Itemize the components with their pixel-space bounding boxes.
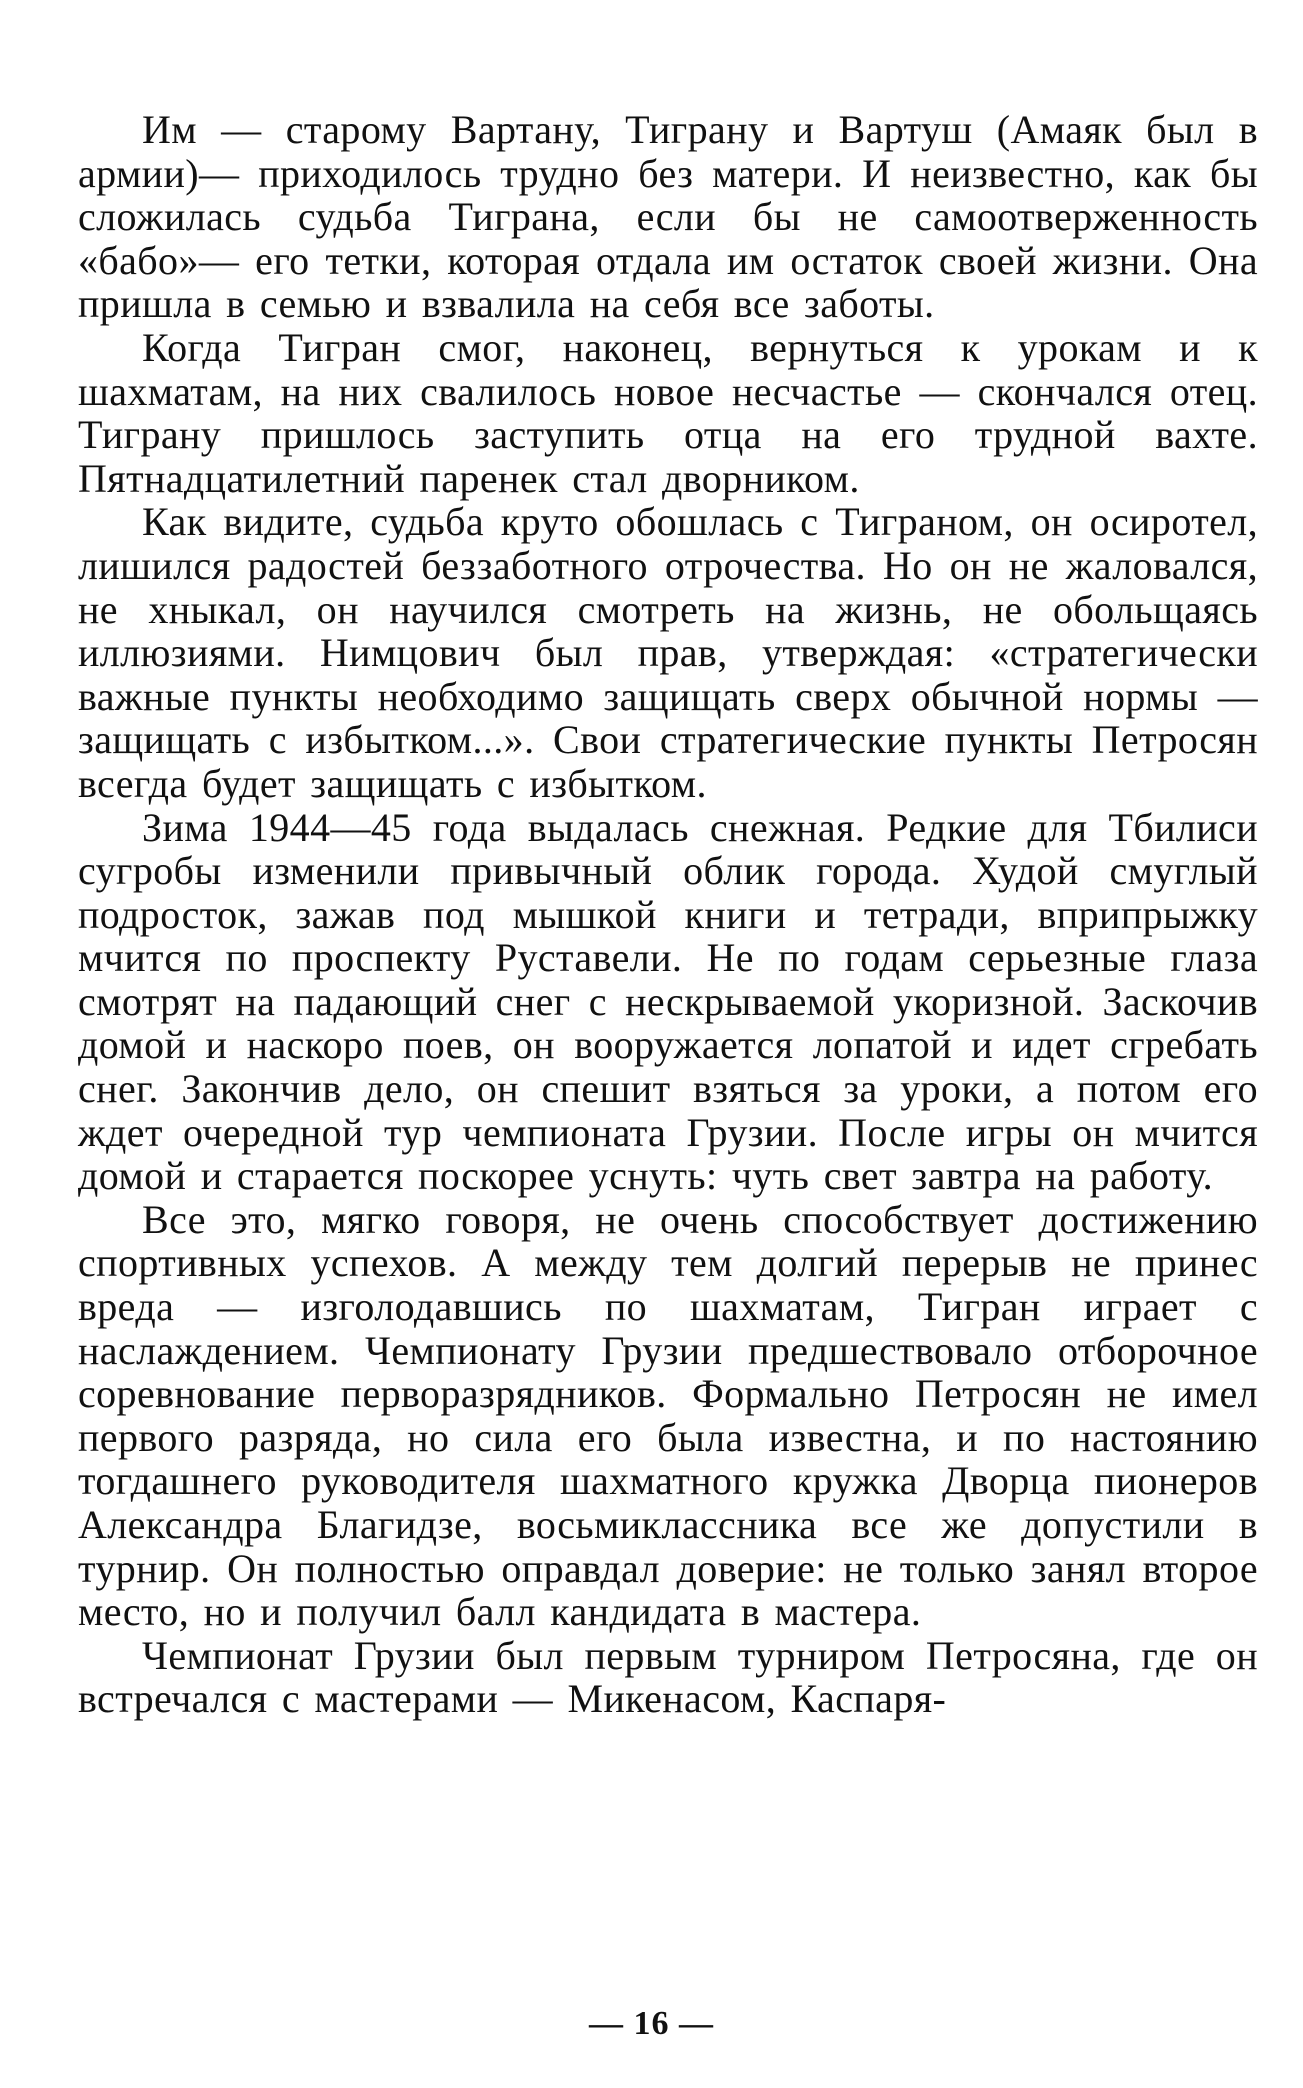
paragraph-3: Как видите, судьба круто обошлась с Тиграном, он осиротел, лишился радостей беззаботного отрочества. Но он не жаловался, не хныкал, он научился смотреть на жизнь, не обольщаясь иллюзиями. Нимцович был прав, утверждая: «стратегически важные пункты необходимо защищать сверх обычной нормы — защищать с избытком...». Свои стратегические пункты Петросян всегда будет защищать с избытком. (78, 499, 1258, 806)
paragraph-1: Им — старому Вартану, Тиграну и Вартуш (Амаяк был в армии)— приходилось трудно без матери. И неизвестно, как бы сложилась судьба Тиграна, если бы не самоотверженность «бабо»— его тетки, которая отдала им остаток своей жизни. Она пришла в семью и взвалила на себя все заботы. (78, 107, 1258, 327)
paragraph-5: Все это, мягко говоря, не очень способствует достижению спортивных успехов. А между тем долгий перерыв не принес вреда — изголодавшись по шахматам, Тигран играет с наслаждением. Чемпионату Грузии предшествовало отборочное соревнование перворазрядников. Формально Петросян не имел первого разряда, но сила его была известна, и по настоянию тогдашнего руководителя шахматного кружка Дворца пионеров Александра Благидзе, восьмиклассника все же допустили в турнир. Он полностью оправдал доверие: не только занял второе место, но и получил балл кандидата в мастера. (78, 1196, 1258, 1635)
book-page (78, 108, 1258, 1721)
paragraph-4: Зима 1944—45 года выдалась снежная. Редкие для Тбилиси сугробы изменили привычный облик города. Худой смуглый подросток, зажав под мышкой книги и тетради, вприпрыжку мчится по проспекту Руставели. Не по годам серьезные глаза смотрят на падающий снег с нескрываемой укоризной. Заскочив домой и наскоро поев, он вооружается лопатой и идет сгребать снег. Закончив дело, он спешит взяться за уроки, а потом его ждет очередной тур чемпионата Грузии. После игры он мчится домой и старается поскорее уснуть: чуть свет завтра на работу. (78, 804, 1258, 1199)
page-number: — 16 — (589, 2005, 714, 2042)
paragraph-2: Когда Тигран смог, наконец, вернуться к урокам и к шахматам, на них свалилось новое несчастье — скончался отец. Тиграну пришлось заступить отца на его трудной вахте. Пятнадцатилетний паренек стал дворником. (78, 324, 1258, 501)
paragraph-6: Чемпионат Грузии был первым турниром Петросяна, где он встречался с мастерами — Микенасом, Каспаря- (78, 1632, 1258, 1722)
